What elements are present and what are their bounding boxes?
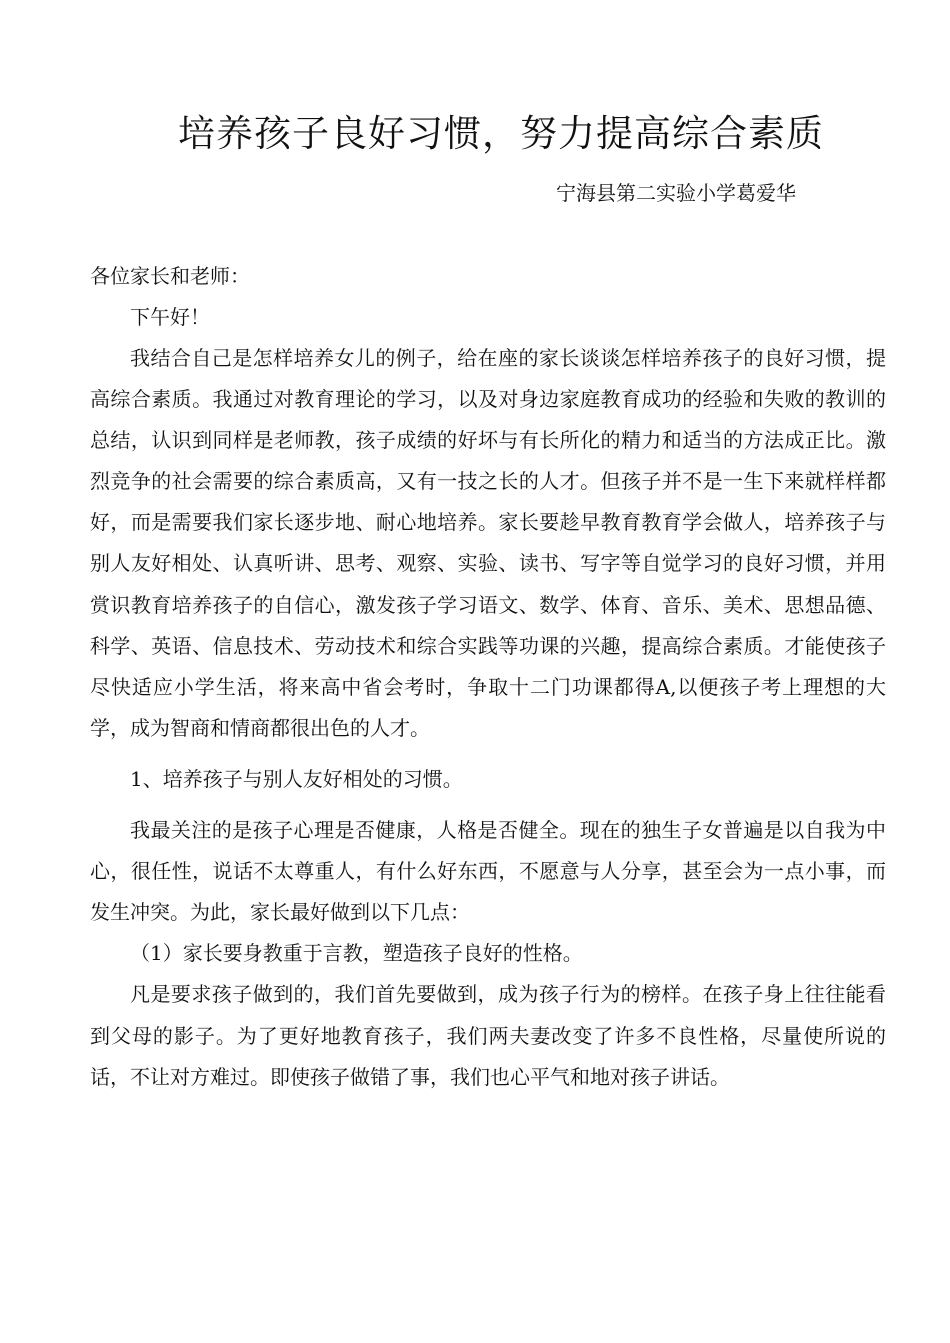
document-title: 培养孩子良好习惯，努力提高综合素质: [178, 112, 824, 155]
greeting: 下午好！: [130, 305, 210, 329]
section-heading-1: 1、培养孩子与别人友好相处的习惯。: [130, 766, 463, 791]
paragraph-section-1: 我最关注的是孩子心理是否健康，人格是否健全。现在的独生子女普遍是以自我为中心，很任性，说话不太尊重人，有什么好东西，不愿意与人分享，甚至会为一点小事，而发生冲突。为此，家长最好做到以下几点：: [90, 818, 886, 925]
paragraph-intro: 我结合自己是怎样培养女儿的例子，给在座的家长谈谈怎样培养孩子的良好习惯，提高综合素质。我通过对教育理论的学习，以及对身边家庭教育成功的经验和失败的教训的总结，认识到同样是老师教，孩子成绩的好坏与有长所化的精力和适当的方法成正比。激烈竞争的社会需要的综合素质高，又有一技之长的人才。但孩子并不是一生下来就样样都好，而是需要我们家长逐步地、耐心地培养。家长要趁早教育教育学会做人，培养孩子与别人友好相处、认真听讲、思考、观察、实验、读书、写字等自觉学习的良好习惯，并用赏识教育培养孩子的自信心，激发孩子学习语文、数学、体育、音乐、美术、思想品德、科学、英语、信息技术、劳动技术和综合实践等功课的兴趣，提高综合素质。才能使孩子尽快适应小学生活，将来高中省会考时，争取十二门功课都得A,以便孩子考上理想的大学，成为智商和情商都很出色的人才。: [90, 346, 886, 740]
document-body: [90, 256, 886, 1098]
paragraph-subsection-1: 凡是要求孩子做到的，我们首先要做到，成为孩子行为的榜样。在孩子身上往往能看到父母的影子。为了更好地教育孩子，我们两夫妻改变了许多不良性格，尽量使所说的话，不让对方难过。即使孩子做错了事，我们也心平气和地对孩子讲话。: [90, 982, 886, 1089]
document-author: 宁海县第二实验小学葛爱华: [556, 181, 796, 205]
subsection-heading-1: （1）家长要身教重于言教，塑造孩子良好的性格。: [130, 941, 583, 966]
salutation: 各位家长和老师：: [90, 264, 250, 288]
